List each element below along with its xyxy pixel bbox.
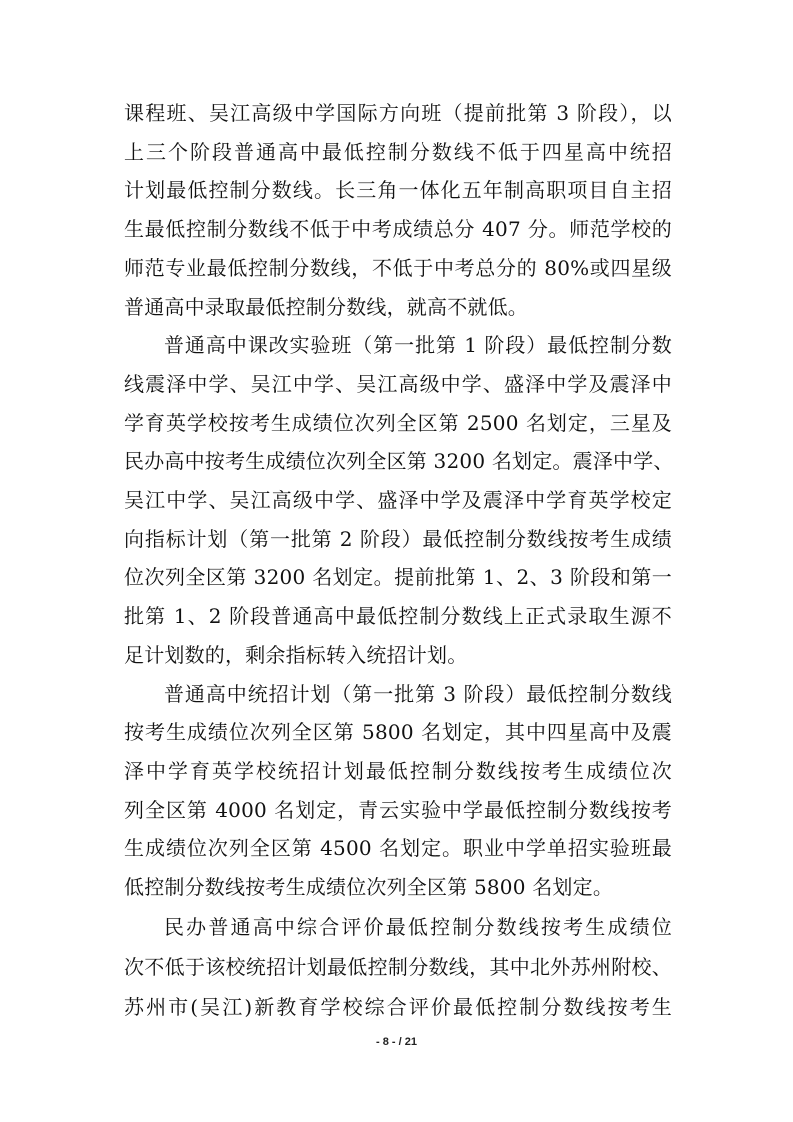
text-line: 普通高中统招计划（第一批第 3 阶段）最低控制分数线 (164, 682, 672, 706)
text-line: 苏州市(吴江)新教育学校综合评价最低控制分数线按考生 (124, 995, 672, 1019)
text-line: 生成绩位次列全区第 4500 名划定。职业中学单招实验班最 (124, 836, 672, 860)
text-line: 低控制分数线按考生成绩位次列全区第 5800 名划定。 (124, 875, 614, 899)
text-line: 吴江中学、吴江高级中学、盛泽中学及震泽中学育英学校定 (124, 488, 672, 512)
text-line: 民办高中按考生成绩位次列全区第 3200 名划定。震泽中学、 (124, 449, 674, 473)
text-line: 普通高中课改实验班（第一批第 1 阶段）最低控制分数 (164, 333, 672, 357)
text-line: 批第 1、2 阶段普通高中最低控制分数线上正式录取生源不 (124, 604, 672, 628)
text-line: 师范专业最低控制分数线，不低于中考总分的 80%或四星级 (124, 256, 672, 280)
text-line: 按考生成绩位次列全区第 5800 名划定，其中四星高中及震 (124, 720, 672, 744)
text-line: 次不低于该校统招计划最低控制分数线，其中北外苏州附校、 (124, 955, 672, 979)
text-line: 线震泽中学、吴江中学、吴江高级中学、盛泽中学及震泽中 (124, 372, 672, 396)
text-line: 计划最低控制分数线。长三角一体化五年制高职项目自主招 (124, 178, 672, 202)
text-line: 向指标计划（第一批第 2 阶段）最低控制分数线按考生成绩 (124, 527, 672, 551)
text-line: 泽中学育英学校统招计划最低控制分数线按考生成绩位次 (124, 759, 672, 783)
text-line: 民办普通高中综合评价最低控制分数线按考生成绩位 (164, 915, 672, 939)
text-line: 足计划数的，剩余指标转入统招计划。 (124, 643, 468, 667)
page-number: - 8 - / 21 (376, 1036, 417, 1048)
text-line: 列全区第 4000 名划定，青云实验中学最低控制分数线按考 (124, 798, 672, 822)
text-line: 生最低控制分数线不低于中考成绩总分 407 分。师范学校的 (124, 217, 672, 241)
text-line: 学育英学校按考生成绩位次列全区第 2500 名划定，三星及 (124, 411, 672, 435)
text-line: 普通高中录取最低控制分数线，就高不就低。 (124, 295, 528, 319)
text-line: 课程班、吴江高级中学国际方向班（提前批第 3 阶段），以 (124, 101, 672, 125)
text-line: 位次列全区第 3200 名划定。提前批第 1、2、3 阶段和第一 (124, 565, 672, 589)
text-line: 上三个阶段普通高中最低控制分数线不低于四星高中统招 (124, 140, 672, 164)
